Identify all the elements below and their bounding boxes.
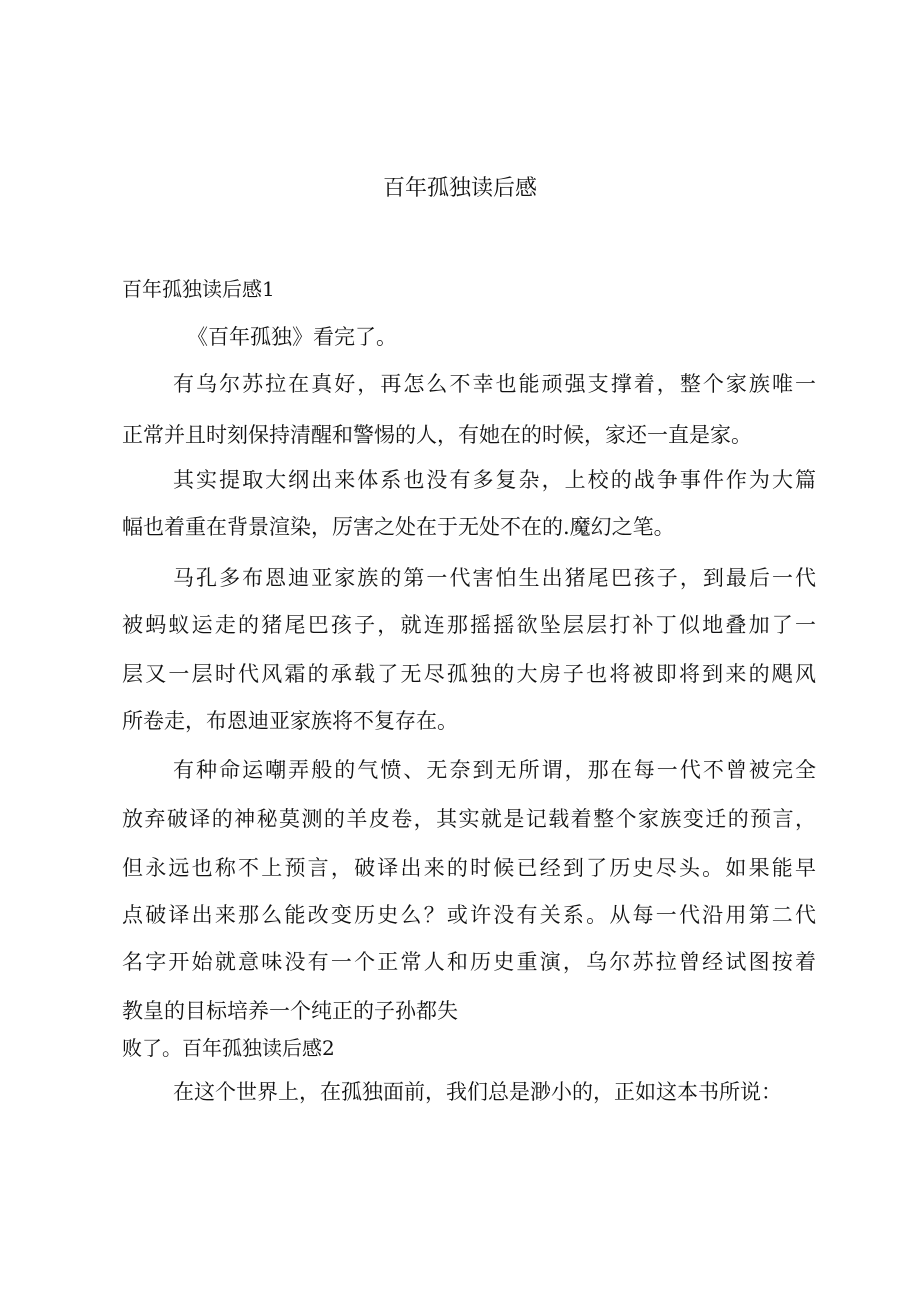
paragraph-line: 但永远也称不上预言，破译出来的时候已经到了历史尽头。如果能早: [122, 856, 816, 880]
paragraph-line: 点破译出来那么能改变历史么？或许没有关系。从每一代沿用第二代: [122, 903, 816, 927]
paragraph-line: 被蚂蚁运走的猪尾巴孩子，就连那摇摇欲坠层层打补丁似地叠加了一: [122, 613, 816, 637]
paragraph-line: 有乌尔苏拉在真好，再怎么不幸也能顽强支撑着，整个家族唯一: [173, 372, 816, 396]
paragraph-line: 在这个世界上，在孤独面前，我们总是渺小的，正如这本书所说：: [173, 1080, 782, 1104]
paragraph-line: 放弃破译的神秘莫测的羊皮卷，其实就是记载着整个家族变迁的预言，: [122, 807, 816, 831]
paragraph-line: 层又一层时代风霜的承载了无尽孤独的大房子也将被即将到来的飓风: [122, 662, 816, 686]
paragraph-line: 幅也着重在背景渲染，厉害之处在于无处不在的.魔幻之笔。: [122, 515, 675, 539]
paragraph-line: 名字开始就意味没有一个正常人和历史重演，乌尔苏拉曾经试图按着: [122, 950, 816, 974]
section-heading-2-joined-line: 败了。百年孤独读后感2: [122, 1036, 335, 1060]
section1-intro-line: 《百年孤独》看完了。: [187, 325, 397, 349]
paragraph-line: 马孔多布恩迪亚家族的第一代害怕生出猪尾巴孩子，到最后一代: [173, 566, 816, 590]
section-heading-1: 百年孤独读后感1: [122, 277, 275, 301]
document-title: 百年孤独读后感: [382, 176, 537, 201]
paragraph-line: 正常并且时刻保持清醒和警惕的人，有她在的时候，家还一直是家。: [122, 423, 752, 447]
paragraph-line: 所卷走，布恩迪亚家族将不复存在。: [122, 709, 458, 733]
paragraph-line: 有种命运嘲弄般的气愤、无奈到无所谓，那在每一代不曾被完全: [173, 758, 816, 782]
paragraph-line: 其实提取大纲出来体系也没有多复杂，上校的战争事件作为大篇: [173, 468, 816, 492]
paragraph-line: 教皇的目标培养一个纯正的子孙都失: [122, 999, 458, 1023]
